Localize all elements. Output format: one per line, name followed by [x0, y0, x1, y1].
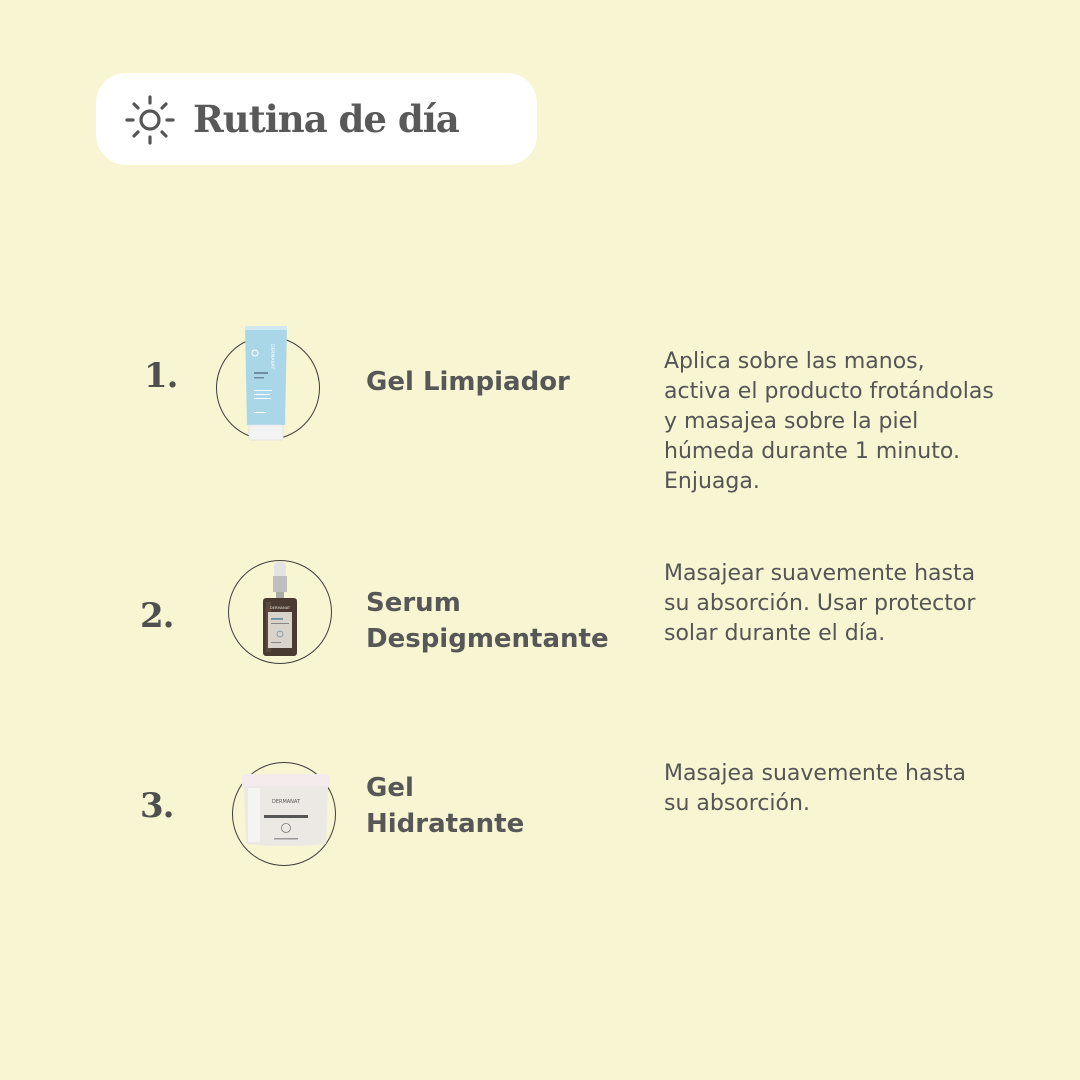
- product-name: Serum Despigmentante: [366, 588, 609, 654]
- serum-dropper-bottle-image: [260, 562, 300, 658]
- step-number: 1.: [144, 356, 178, 396]
- product-description: Masajear suavemente hasta su absorción. Usar protector solar durante el día.: [664, 561, 976, 646]
- brand-label: DERMANAT: [269, 606, 291, 610]
- product-description: Masajea suavemente hasta su absorción.: [664, 761, 967, 816]
- product-name: Gel Limpiador: [366, 367, 570, 397]
- sun-icon: [124, 93, 176, 145]
- brand-label: DERMANAT: [271, 799, 301, 805]
- gel-limpiador-tube-image: [242, 322, 290, 442]
- product-name: Gel Hidratante: [366, 773, 525, 839]
- page-title: Rutina de día: [193, 97, 459, 141]
- product-description: Aplica sobre las manos, activa el producto frotándolas y masajea sobre la piel húmeda durante 1 minuto. Enjuaga.: [664, 349, 994, 494]
- step-number: 2.: [140, 596, 174, 636]
- gel-hidratante-jar-image: [240, 772, 332, 848]
- step-number: 3.: [140, 786, 174, 826]
- brand-label: DERMANAT: [269, 344, 274, 370]
